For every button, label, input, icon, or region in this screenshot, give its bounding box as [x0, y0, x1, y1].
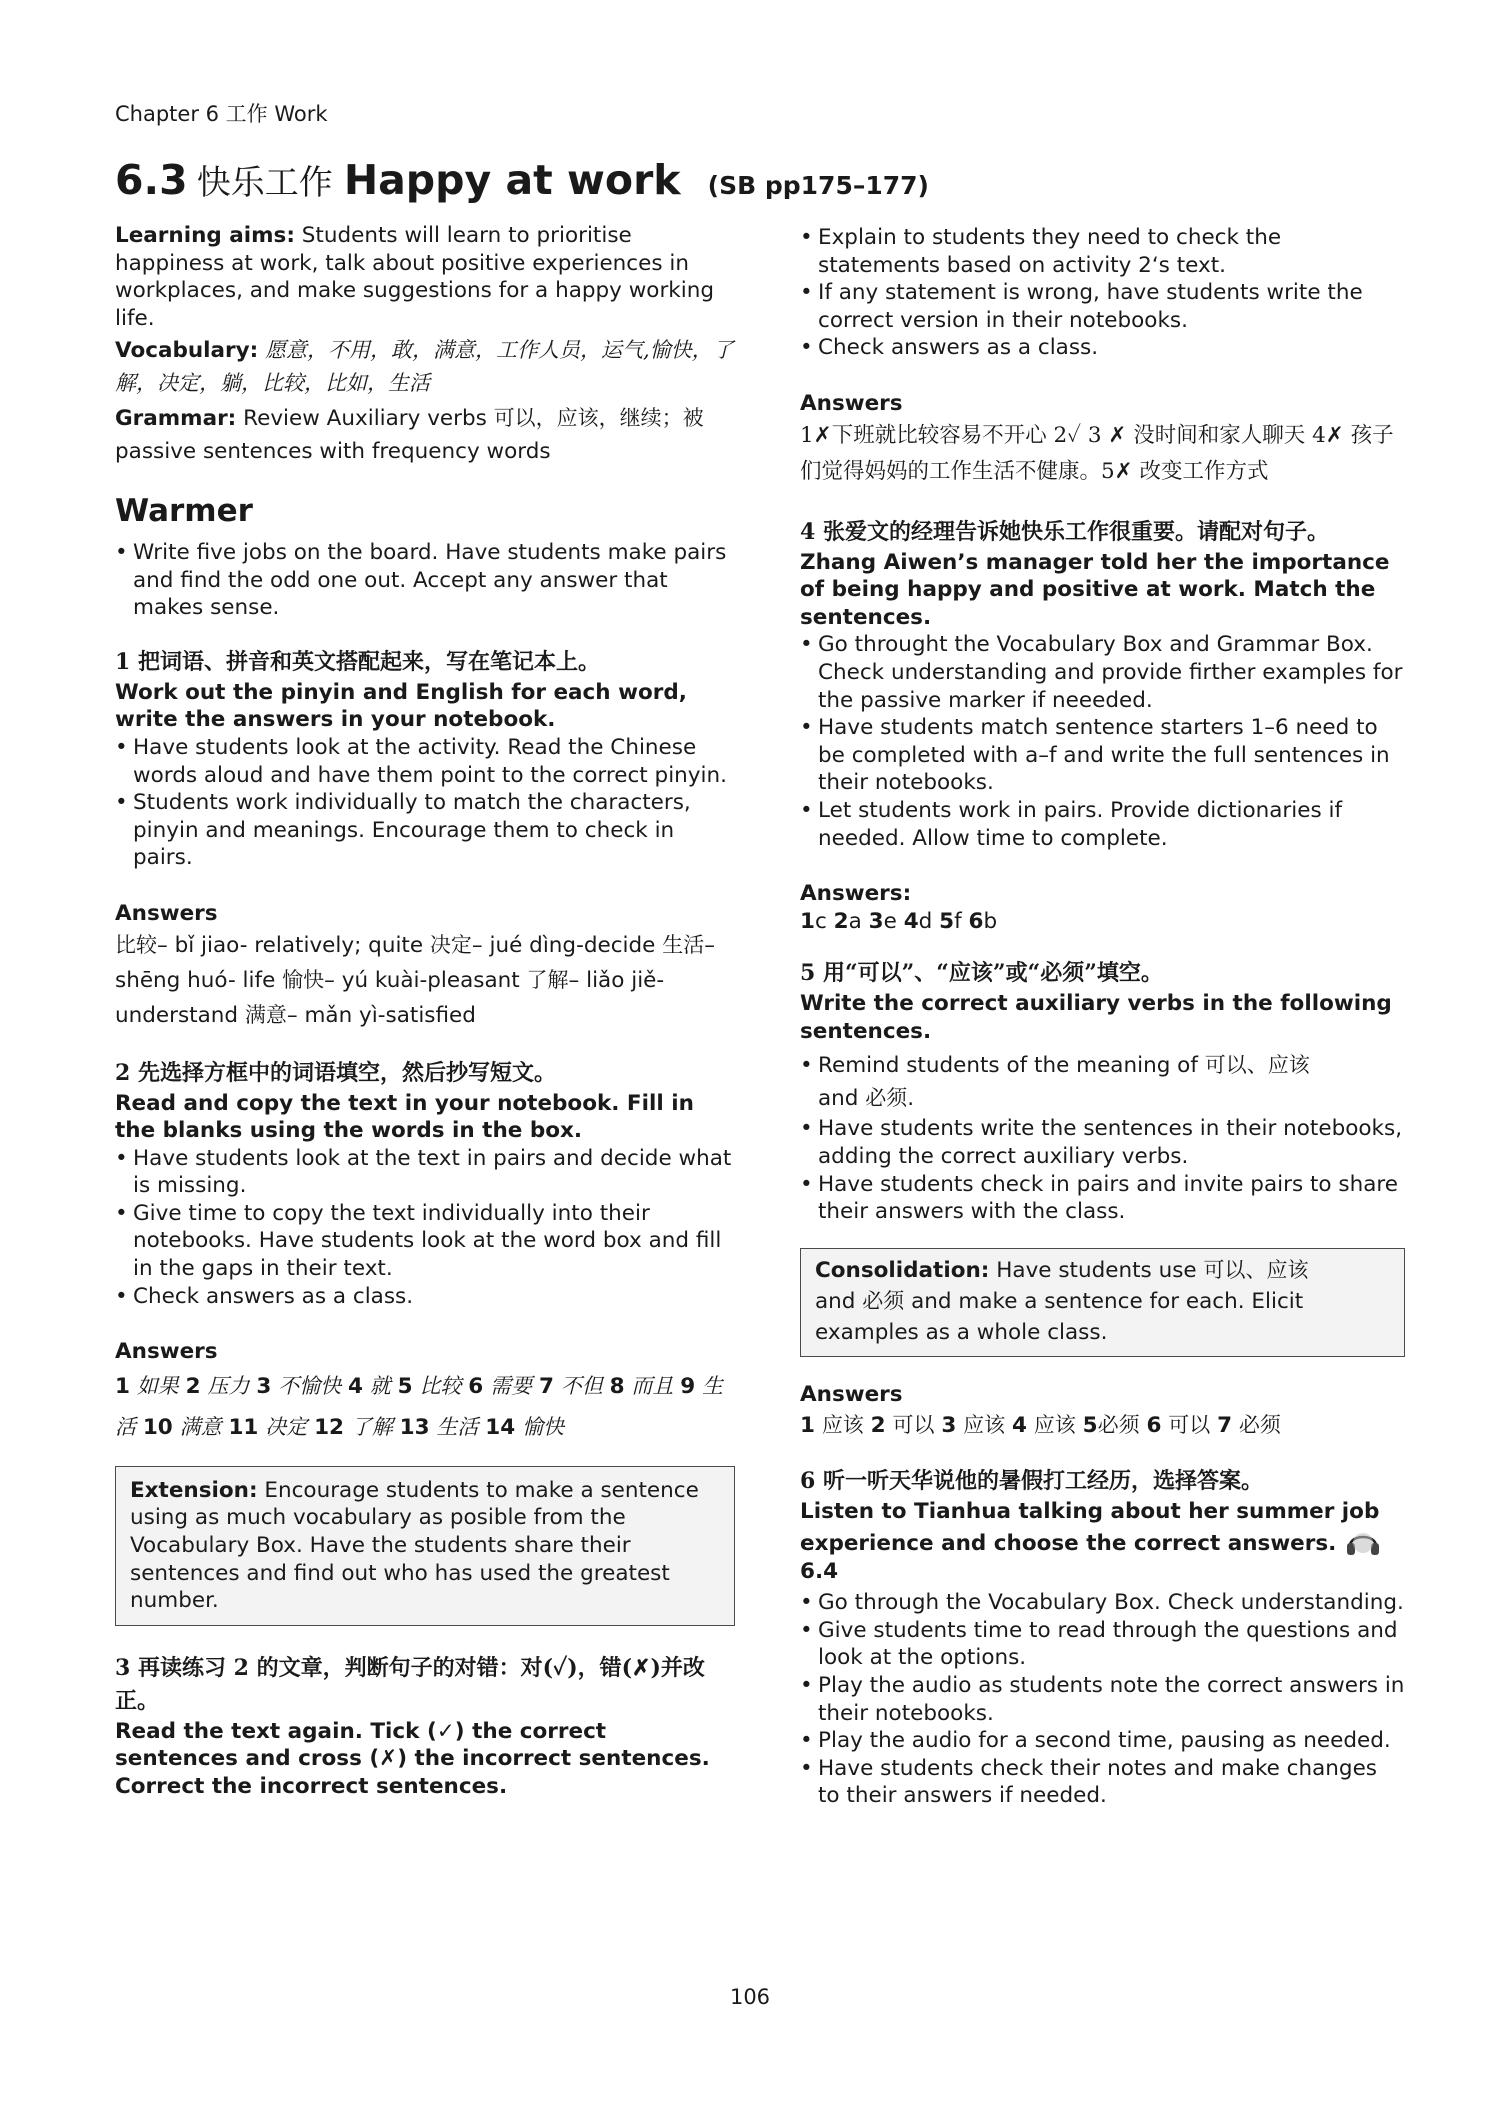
list-item: • Write five jobs on the board. Have students make pairs and find the odd one out. Accept any answer that makes sense. [115, 539, 735, 622]
list-item: • Remind students of the meaning of 可以、应该 and 必须. [800, 1049, 1405, 1115]
list-item: • Students work individually to match the characters, pinyin and meanings. Encourage them to check in pairs. [115, 789, 735, 872]
list-item: • Have students write the sentences in their notebooks, adding the correct auxiliary verbs. [800, 1115, 1405, 1170]
activity-1-list [115, 734, 735, 872]
activity-6-title-chinese: 6 听一听天华说他的暑假打工经历，选择答案。 [800, 1468, 1263, 1495]
activity-5-title-chinese: 5 用“可以”、“应该”或“必须”填空。 [800, 960, 1163, 987]
activity-1-title-chinese: 1 把词语、拼音和英文搭配起来，写在笔记本上。 [115, 648, 600, 675]
activity-2-answers-label: Answers [115, 1339, 218, 1365]
activity-1-title-english: Work out the pinyin and English for each word, write the answers in your notebook. [115, 679, 687, 733]
activity-6-list [800, 1589, 1405, 1810]
activity-5-answers: 1 应该 2 可以 3 应该 4 应该 5必须 6 可以 7 必须 [800, 1413, 1281, 1439]
list-item: • Check answers as a class. [800, 334, 1405, 362]
activity-4-answers-label: Answers: [800, 881, 912, 907]
chapter-header: Chapter 6 工作 Work [115, 102, 328, 126]
student-book-reference: (SB pp175–177) [707, 171, 929, 200]
activity-4-title-english: Zhang Aiwen’s manager told her the importance of being happy and positive at work. Match the sentences. [800, 549, 1390, 630]
list-item: • Give students time to read through the questions and look at the options. [800, 1617, 1405, 1672]
list-item: • Play the audio for a second time, pausing as needed. [800, 1727, 1405, 1755]
activity-4-list [800, 631, 1405, 852]
activity-1-answers-label: Answers [115, 900, 218, 926]
list-item: • Explain to students they need to check the statements based on activity 2‘s text. [800, 224, 1405, 279]
activity-2-list [115, 1145, 735, 1311]
list-item: • If any statement is wrong, have students write the correct version in their notebooks. [800, 279, 1405, 334]
activity-3-answers-label: Answers [800, 390, 903, 416]
list-item: • Have students look at the activity. Read the Chinese words aloud and have them point to the correct pinyin. [115, 734, 735, 789]
warmer-heading: Warmer [115, 493, 253, 530]
right-column [800, 224, 1405, 1810]
section-title-chinese: 快乐工作 [196, 163, 333, 203]
extension-box: Extension: Encourage students to make a sentence using as much vocabulary as posible from the Vocabulary Box. Have the students share their sentences and find out who has used the greatest number. [115, 1466, 735, 1626]
section-title [115, 155, 929, 204]
list-item: • Give time to copy the text individually into their notebooks. Have students look at the word box and fill in the gaps in their text. [115, 1200, 735, 1283]
activity-5-title-english: Write the correct auxiliary verbs in the following sentences. [800, 991, 1392, 1044]
activity-3-title-chinese: 3 再读练习 2 的文章，判断句子的对错：对(✓)，错(✗)并改正。 [115, 1654, 705, 1714]
list-item: • Have students match sentence starters 1–6 need to be completed with a–f and write the full sentences in their notebooks. [800, 714, 1405, 797]
learning-aims: Learning aims: Students will learn to prioritise happiness at work, talk about positive experiences in workplaces, and make suggestions for a happy working life. [115, 223, 714, 331]
list-item: • Have students check in pairs and invite pairs to share their answers with the class. [800, 1171, 1405, 1226]
activity-3-answers: 1✗下班就比较容易不开心 2✓ 3 ✗ 没时间和家人聊天 4✗ 孩子们觉得妈妈的工作生活不健康。5✗ 改变工作方式 [800, 422, 1394, 484]
activity-6-title-english: Listen to Tianhua talking about her summer job experience and choose the correct answers.6.4 [800, 1498, 1405, 1585]
list-item: • Let students work in pairs. Provide dictionaries if needed. Allow time to complete. [800, 797, 1405, 852]
section-number: 6.3 [115, 156, 188, 204]
activity-3-title-english: Read the text again. Tick (✓) the correct sentences and cross (✗) the incorrect sentences. Correct the incorrect sentences. [115, 1718, 710, 1799]
list-item: • Go throught the Vocabulary Box and Grammar Box. Check understanding and provide firther examples for the passive marker if neeeded. [800, 631, 1405, 714]
list-item: • Go through the Vocabulary Box. Check understanding. [800, 1589, 1405, 1617]
activity-1-answers: 比较– bǐ jiao- relatively; quite 决定– jué dìng-decide 生活– shēng huó- life 愉快– yú kuài-pleasant 了解– liǎo jiě- understand 满意– mǎn yì-satisfied [115, 932, 715, 1028]
list-item: • Check answers as a class. [115, 1283, 735, 1311]
activity-5-answers-label: Answers [800, 1381, 903, 1407]
warmer-list [115, 539, 735, 622]
section-title-english: Happy at work [343, 156, 681, 204]
activity-2-title-english: Read and copy the text in your notebook. Fill in the blanks using the words in the box. [115, 1090, 694, 1144]
page-number: 106 [729, 1985, 771, 2009]
left-column [115, 222, 735, 1801]
activity-3-list [800, 224, 1405, 362]
activity-2-title-chinese: 2 先选择方框中的词语填空，然后抄写短文。 [115, 1059, 556, 1086]
grammar-focus: Grammar: Review Auxiliary verbs 可以，应该，继续；被 passive sentences with frequency words [115, 406, 704, 465]
activity-2-answers: 1 如果 2 压力 3 不愉快 4 就 5 比较 6 需要 7 不但 8 而且 9 生活 10 满意 11 决定 12 了解 13 生活 14 愉快 [115, 1373, 724, 1440]
consolidation-box: Consolidation: Have students use 可以、应该 and 必须 and make a sentence for each. Elicit examples as a whole class. [800, 1248, 1405, 1357]
list-item: • Play the audio as students note the correct answers in their notebooks. [800, 1672, 1405, 1727]
list-item: • Have students look at the text in pairs and decide what is missing. [115, 1145, 735, 1200]
headphones-icon [1344, 1526, 1382, 1556]
vocabulary-list: Vocabulary: 愿意，不用，敢，满意，工作人员，运气,愉快，了解，决定，躺，比较，比如，生活 [115, 338, 734, 396]
activity-4-title-chinese: 4 张爱文的经理告诉她快乐工作很重要。请配对句子。 [800, 518, 1329, 545]
activity-5-list [800, 1049, 1405, 1225]
list-item: • Have students check their notes and make changes to their answers if needed. [800, 1755, 1405, 1810]
activity-4-answers: 1c 2a 3e 4d 5f 6b [800, 908, 998, 934]
